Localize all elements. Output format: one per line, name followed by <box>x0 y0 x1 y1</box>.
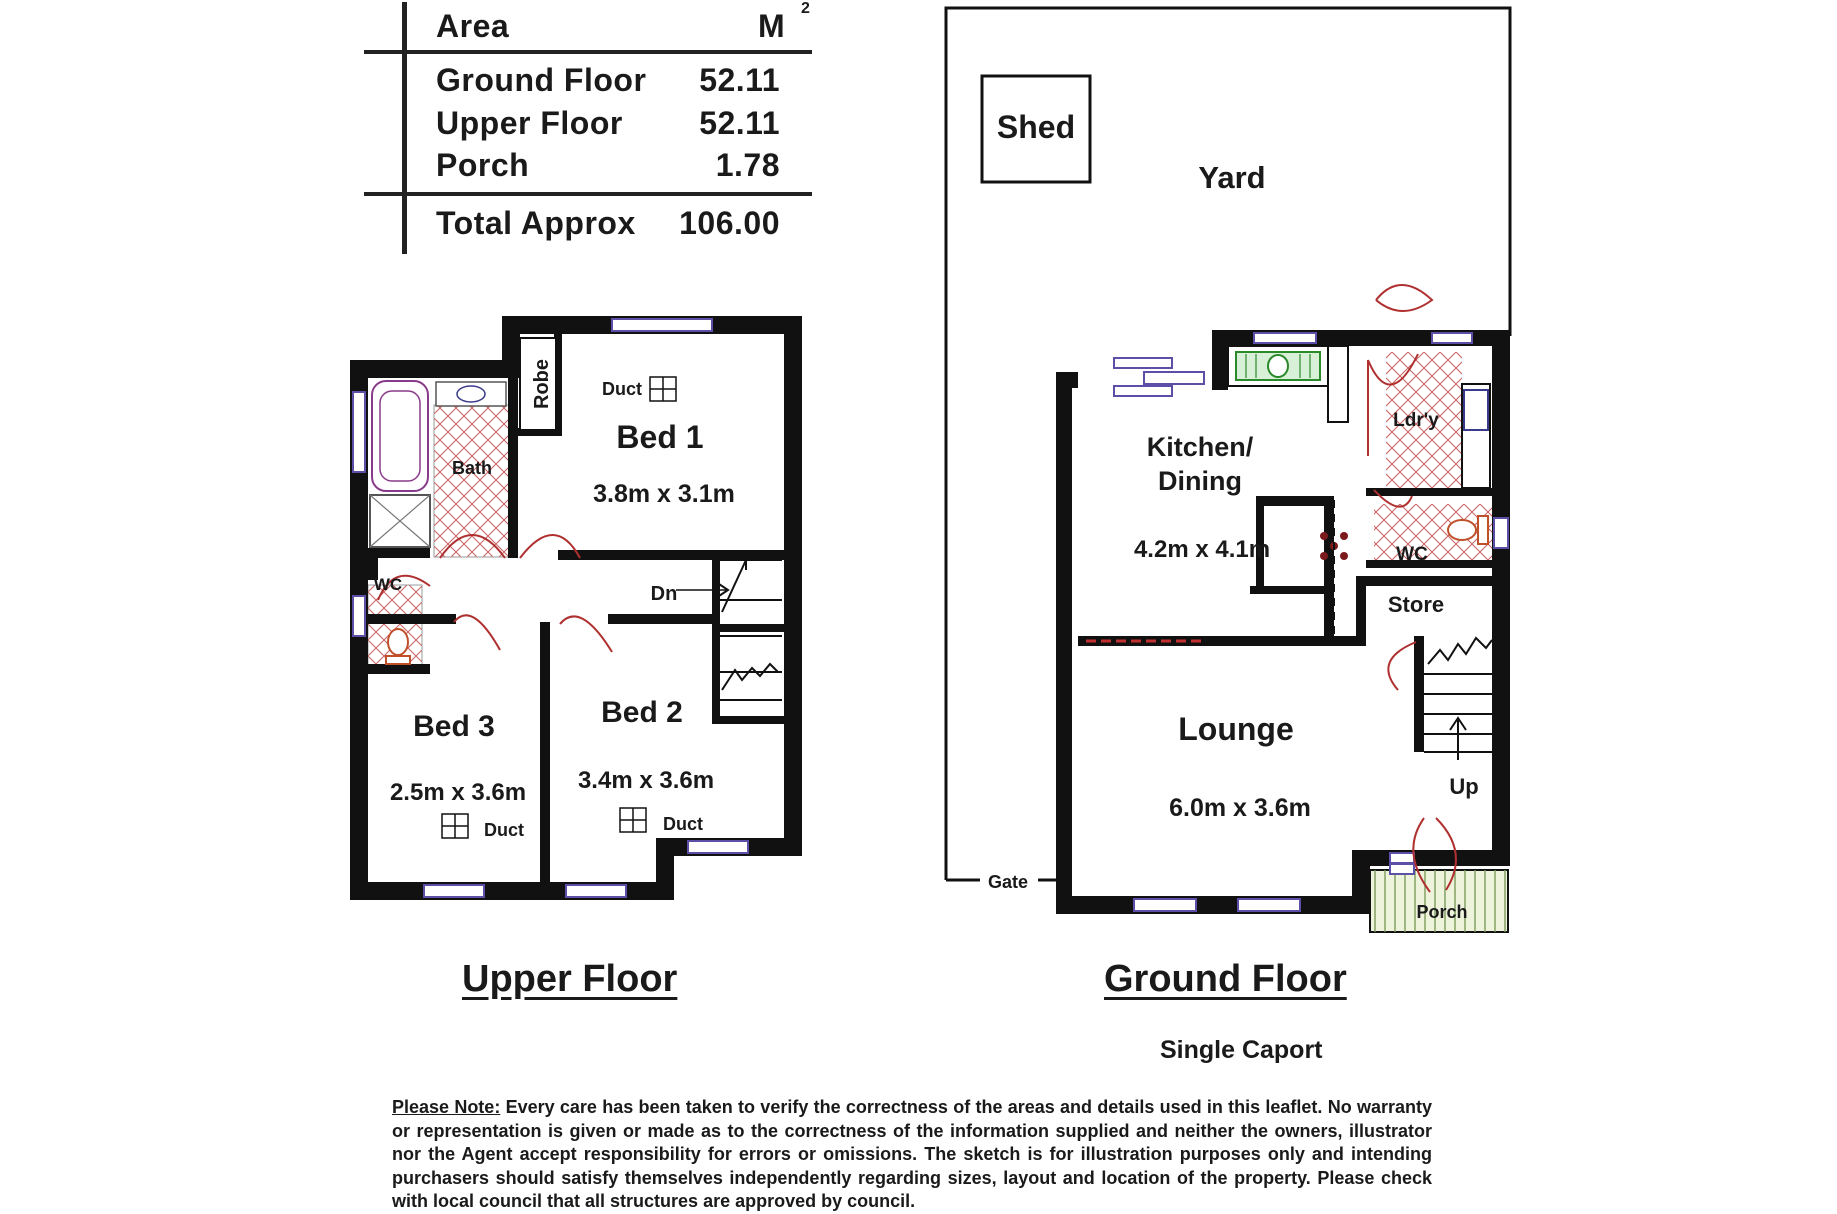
kitchen-label-line2: Dining <box>1158 466 1242 496</box>
bath-label: Bath <box>452 458 492 478</box>
area-row-value: 52.11 <box>699 105 780 141</box>
ground-wc-label: WC <box>1396 544 1428 565</box>
bed3-size: 2.5m x 3.6m <box>389 779 527 806</box>
disclaimer-lead: Please Note: <box>392 1097 501 1117</box>
area-total-label: Total Approx <box>436 205 636 241</box>
yard-label: Yard <box>1198 160 1266 195</box>
kitchen-size: 4.2m x 4.1m <box>1133 536 1271 563</box>
shed-label: Shed <box>996 109 1076 145</box>
upper-floor-title: Upper Floor <box>462 958 678 1000</box>
carport-note: Single Caport <box>1160 1036 1323 1064</box>
upper-floor-plan <box>350 316 802 900</box>
porch-label: Porch <box>1416 902 1468 922</box>
area-header-unit: M <box>758 8 786 44</box>
robe-label: Robe <box>531 359 553 409</box>
disclaimer-note <box>392 1096 1432 1214</box>
laundry-tub <box>1464 390 1488 430</box>
bed3-label: Bed 3 <box>413 710 495 743</box>
area-header-label: Area <box>436 8 510 44</box>
duct-label: Duct <box>663 814 703 834</box>
gate-label: Gate <box>987 872 1029 892</box>
bed2-label: Bed 2 <box>601 696 683 729</box>
down-label: Dn <box>650 583 678 605</box>
ground-floor-title: Ground Floor <box>1104 958 1347 1000</box>
disclaimer-text: Every care has been taken to verify the correctness of the areas and details used in this leaflet. No warranty or representation is given or made as to the correctness of the information supplied and neither the owners, illustrator nor the Agent accept responsibility for errors or omissions. The sketch is for illustration purposes only and intending purchasers should satisfy themselves independently regarding sizes, layout and location of the property. Please check with local council that all structures are approved by council. <box>392 1097 1432 1211</box>
duct-label: Duct <box>602 379 642 399</box>
area-row-label: Upper Floor <box>436 105 623 141</box>
ground-stairs <box>1424 638 1492 760</box>
area-total-value: 106.00 <box>679 205 780 241</box>
area-row-value: 52.11 <box>699 62 780 98</box>
area-row-label: Ground Floor <box>436 62 647 98</box>
upper-wc-label: WC <box>373 575 403 594</box>
store-label: Store <box>1387 592 1445 617</box>
lounge-size: 6.0m x 3.6m <box>1169 794 1311 822</box>
laundry-label: Ldr'y <box>1393 410 1439 431</box>
sliding-door <box>1114 358 1204 396</box>
area-row-label: Porch <box>436 147 530 183</box>
duct-label: Duct <box>484 820 524 840</box>
toilet <box>1448 520 1476 540</box>
toilet <box>388 629 408 655</box>
ground-floor-plan <box>946 8 1510 932</box>
lounge-label: Lounge <box>1178 711 1294 747</box>
bed2-size: 3.4m x 3.6m <box>577 767 715 794</box>
up-label: Up <box>1449 774 1479 799</box>
kitchen-label: Kitchen/ <box>1146 432 1254 462</box>
area-row-value: 1.78 <box>715 147 780 183</box>
bed1-size: 3.8m x 3.1m <box>593 480 735 508</box>
bed1-label: Bed 1 <box>616 419 704 455</box>
area-header-unit-sup: 2 <box>801 0 810 17</box>
